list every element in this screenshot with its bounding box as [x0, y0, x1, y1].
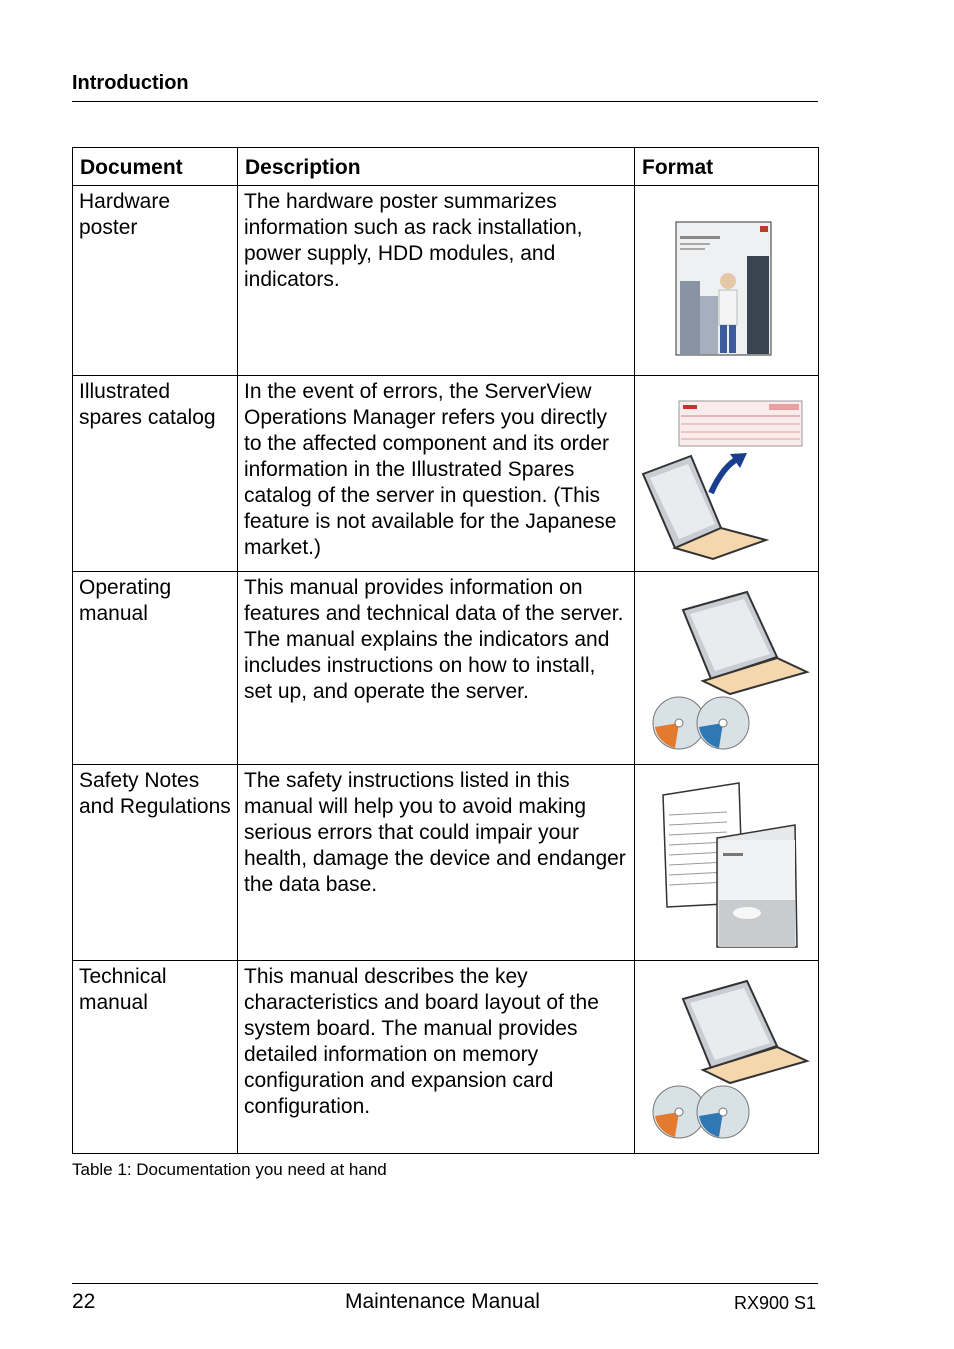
table-row [73, 186, 819, 376]
description-cell: In the event of errors, the ServerView Operations Manager refers you directly to the affected component and its order information in the Illustrated Spares catalog of the server in question. (This feature is not available for the Japanese market.) [238, 376, 635, 572]
section-title: Introduction [72, 72, 189, 94]
table-header-row [73, 148, 819, 186]
laptop-catalog-image [635, 376, 819, 572]
document-cell: Safety Notes and Regulations [73, 765, 238, 961]
format-cell [635, 186, 819, 376]
table-row [73, 961, 819, 1154]
column-header-document: Document [73, 148, 238, 186]
manual-title: Maintenance Manual [345, 1290, 540, 1313]
page-number: 22 [72, 1290, 96, 1313]
description-cell: This manual provides information on features and technical data of the server. The manual explains the indicators and includes instructions on how to install, set up, and operate the server. [238, 572, 635, 765]
format-cell [635, 572, 819, 765]
document-cell: Illustrated spares catalog [73, 376, 238, 572]
table-row [73, 765, 819, 961]
laptop-cd-image [635, 572, 819, 765]
table-caption: Table 1: Documentation you need at hand [72, 1160, 387, 1179]
product-name: RX900 S1 [734, 1293, 817, 1313]
format-cell [635, 961, 819, 1154]
document-cell: Hardware poster [73, 186, 238, 376]
footer-divider [72, 1283, 818, 1284]
laptop-cd-image [635, 961, 819, 1154]
booklets-image [635, 765, 819, 961]
table-row [73, 572, 819, 765]
format-cell [635, 376, 819, 572]
column-header-format: Format [635, 148, 819, 186]
description-cell: The safety instructions listed in this manual will help you to avoid making serious errors that could impair your health, damage the device and endanger the data base. [238, 765, 635, 961]
table-row [73, 376, 819, 572]
header-divider [72, 101, 818, 102]
description-cell: This manual describes the key characteristics and board layout of the system board. The manual provides detailed information on memory configuration and expansion card configuration. [238, 961, 635, 1154]
description-cell: The hardware poster summarizes information such as rack installation, power supply, HDD modules, and indicators. [238, 186, 635, 376]
document-cell: Operating manual [73, 572, 238, 765]
documentation-table [72, 147, 819, 1154]
poster-image [635, 186, 819, 376]
column-header-description: Description [238, 148, 635, 186]
document-cell: Technical manual [73, 961, 238, 1154]
format-cell [635, 765, 819, 961]
